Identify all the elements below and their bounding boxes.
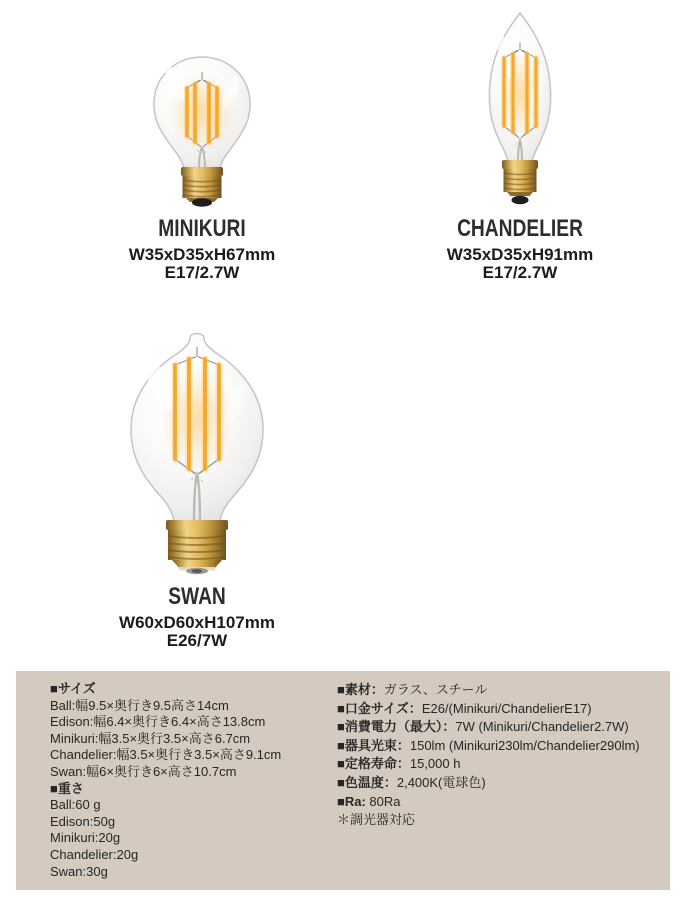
product-title: CHANDELIER <box>457 215 583 242</box>
spec-panel-right-column <box>337 681 657 830</box>
spec-label: ■Ra: <box>337 793 366 809</box>
size-item: Chandelier:幅3.5×奥行き3.5×高さ9.1cm <box>50 747 282 763</box>
spec-label: ■定格寿命： <box>337 756 410 772</box>
product-socket-wattage: E26/7W <box>166 631 228 650</box>
size-item: Edison:幅6.4×奥行き6.4×高さ13.8cm <box>50 714 266 730</box>
product-dimensions: W35xD35xH67mm <box>128 245 276 264</box>
product-dimensions: W35xD35xH91mm <box>446 245 594 264</box>
spec-color-temperature <box>337 774 657 793</box>
spec-label: ■色温度： <box>337 774 397 790</box>
spec-panel-left-column <box>50 681 330 880</box>
spec-ra <box>337 793 657 812</box>
product-minikuri <box>102 30 302 282</box>
product-dimensions: W60xD60xH107mm <box>119 613 275 632</box>
minikuri-bulb-image <box>137 30 267 207</box>
dimmer-note: ＊調光器対応 <box>337 812 416 828</box>
spec-label: ■消費電力（最大）： <box>337 719 456 735</box>
size-item: Ball:幅9.5×奥行き9.5高さ14cm <box>50 697 229 713</box>
product-title: SWAN <box>168 583 226 610</box>
weight-item: Chandelier:20g <box>50 846 139 862</box>
swan-bulb-image <box>117 323 277 575</box>
spec-value: E26/(Minikuri/ChandelierE17) <box>421 700 592 716</box>
spec-panel <box>16 671 670 890</box>
product-swan <box>97 323 297 650</box>
size-header: ■サイズ <box>50 681 96 696</box>
spec-value: 80Ra <box>365 793 401 809</box>
spec-luminous-flux <box>337 737 657 756</box>
spec-value: 2,400K(電球色) <box>396 774 486 790</box>
size-item: Minikuri:幅3.5×奥行3.5×高さ6.7cm <box>50 730 251 746</box>
spec-value: 15,000 h <box>409 756 461 772</box>
spec-rated-life <box>337 755 657 774</box>
size-item: Swan:幅6×奥行き6×高さ10.7cm <box>50 763 237 779</box>
weight-item: Minikuri:20g <box>50 830 121 846</box>
spec-label: ■器具光束： <box>337 737 410 753</box>
product-socket-wattage: E17/2.7W <box>164 263 240 282</box>
weight-header: ■重さ <box>50 780 84 796</box>
spec-power-consumption <box>337 718 657 737</box>
product-socket-wattage: E17/2.7W <box>482 263 558 282</box>
weight-item: Edison:50g <box>50 813 116 829</box>
product-title: MINIKURI <box>158 215 246 242</box>
spec-value: ガラス、スチール <box>383 682 488 697</box>
spec-label: ■素材： <box>337 682 384 697</box>
spec-label: ■口金サイズ： <box>337 700 422 716</box>
chandelier-bulb-image <box>465 8 575 207</box>
weight-item: Ball:60 g <box>50 797 101 813</box>
spec-base-size <box>337 700 657 719</box>
spec-value: 7W (Minikuri/Chandelier2.7W) <box>455 719 629 735</box>
weight-item: Swan:30g <box>50 863 108 879</box>
spec-value: 150lm (Minikuri230lm/Chandelier290lm) <box>409 737 640 753</box>
spec-material <box>337 681 657 700</box>
product-chandelier <box>420 8 620 282</box>
